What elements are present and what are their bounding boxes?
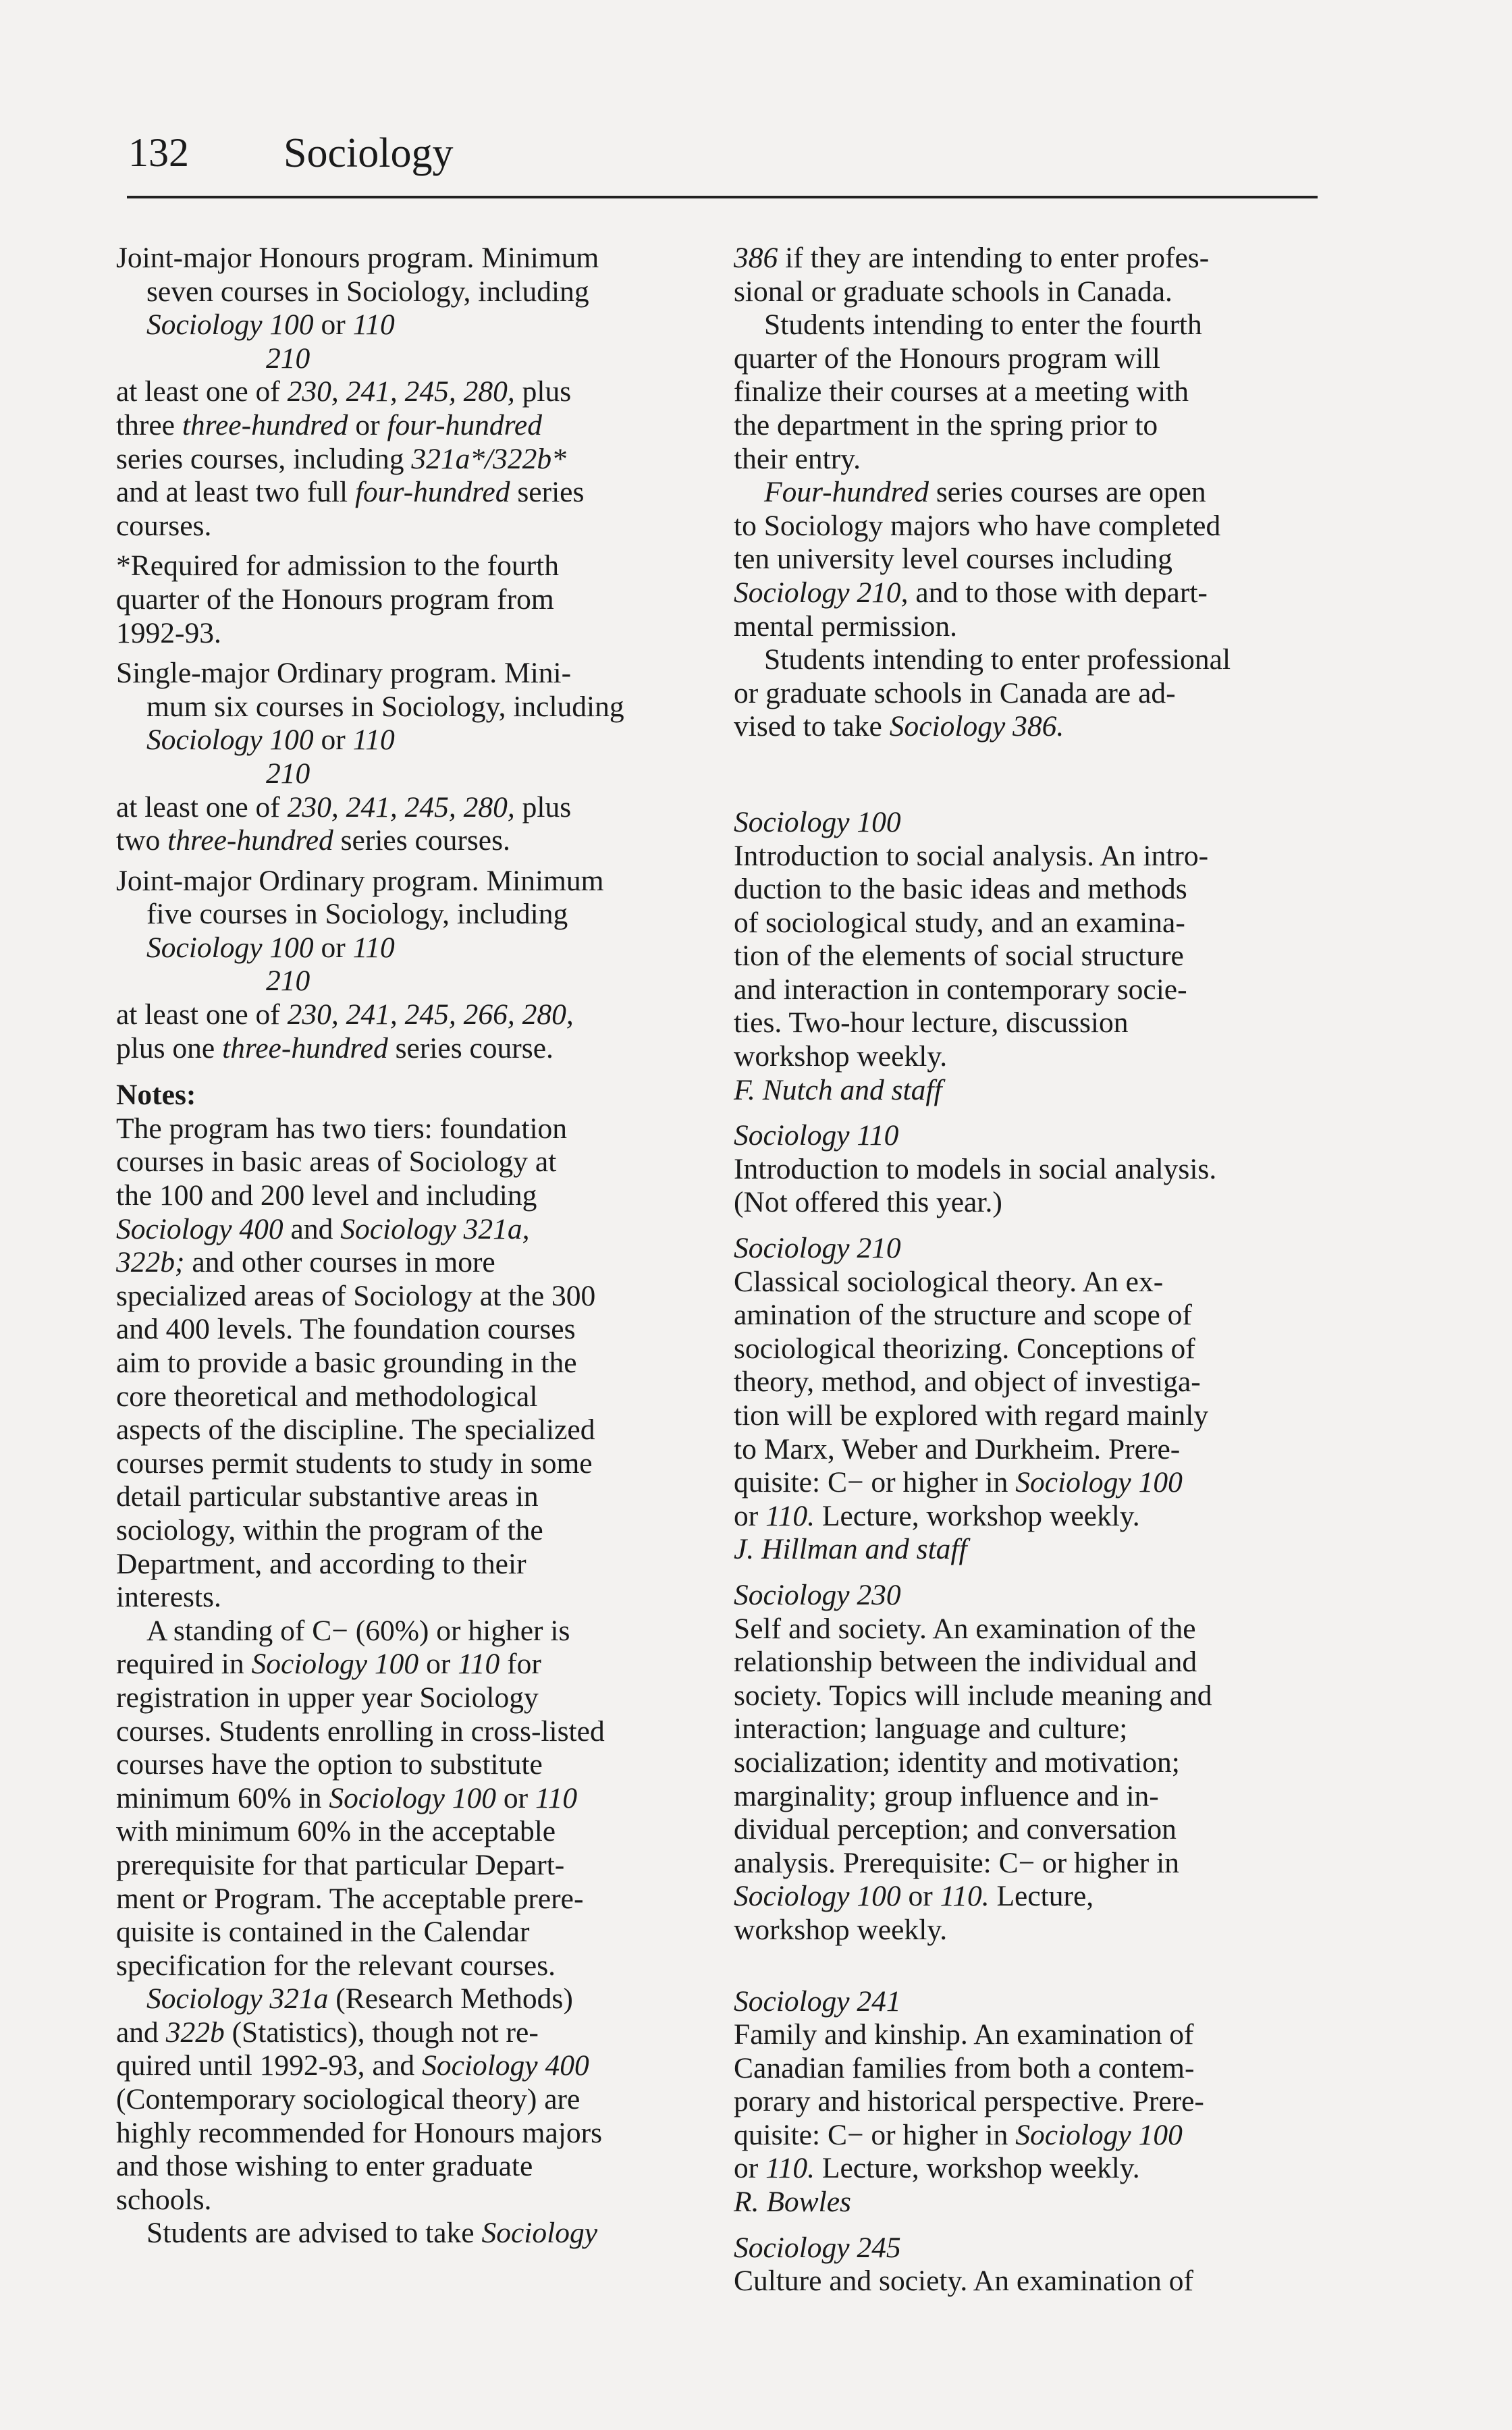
text-line: Family and kinship. An examination of xyxy=(734,2018,1194,2051)
text-line: theory, method, and object of investiga- xyxy=(734,1366,1201,1399)
text-line: workshop weekly. xyxy=(734,1913,948,1946)
text-line: sional or graduate schools in Canada. xyxy=(734,275,1172,308)
text-line: five courses in Sociology, including xyxy=(146,898,568,931)
text-line: quisite: C− or higher in Sociology 100 xyxy=(734,2118,1183,2151)
text-line: and 400 levels. The foundation courses xyxy=(116,1313,576,1346)
left-column xyxy=(116,242,686,2250)
text-line: mental permission. xyxy=(734,610,958,643)
course-instructor: R. Bowles xyxy=(734,2186,851,2219)
text-line: Department, and according to their xyxy=(116,1547,526,1580)
text-line: prerequisite for that particular Depart- xyxy=(116,1848,565,1881)
text-line: required in Sociology 100 or 110 for xyxy=(116,1648,541,1681)
text-line: at least one of 230, 241, 245, 280, plus xyxy=(116,375,572,408)
text-line: A standing of C− (60%) or higher is xyxy=(146,1614,570,1647)
text-line: finalize their courses at a meeting with xyxy=(734,375,1189,408)
text-line: vised to take Sociology 386. xyxy=(734,710,1064,743)
text-line: (Not offered this year.) xyxy=(734,1186,1002,1219)
course-title: Sociology 110 xyxy=(734,1119,899,1152)
course-title: Sociology 241 xyxy=(734,1985,901,2018)
footnote-line: *Required for admission to the fourth xyxy=(116,549,560,583)
text-line: courses in basic areas of Sociology at xyxy=(116,1145,557,1179)
text-line: of sociological study, and an examina- xyxy=(734,906,1185,939)
text-line: ties. Two-hour lecture, discussion xyxy=(734,1006,1129,1040)
text-line: Sociology 210, and to those with depart- xyxy=(734,576,1208,609)
joint-major-honours-block xyxy=(116,242,686,650)
course-title: Sociology 210 xyxy=(734,1232,901,1265)
course-entry xyxy=(734,1985,1314,2219)
single-requirement-lines xyxy=(116,791,686,858)
honours-requirement-lines xyxy=(116,375,686,543)
footnote-line: quarter of the Honours program from xyxy=(116,583,554,616)
text-line: Culture and society. An examination of xyxy=(734,2265,1193,2298)
text-line: core theoretical and methodological xyxy=(116,1380,538,1413)
text-line: Sociology 400 and Sociology 321a, xyxy=(116,1212,530,1245)
header-rule xyxy=(127,196,1318,198)
text-line: aspects of the discipline. The specialized xyxy=(116,1413,595,1447)
text-line: dividual perception; and conversation xyxy=(734,1813,1177,1846)
course-list xyxy=(734,744,1314,2311)
core-course-line: Sociology 100 or 110 xyxy=(146,724,395,757)
text-line: their entry. xyxy=(734,442,861,475)
core-course-210: 210 xyxy=(266,757,310,790)
text-line: amination of the structure and scope of xyxy=(734,1299,1192,1332)
text-line: two three-hundred series courses. xyxy=(116,824,510,857)
course-entry xyxy=(734,1232,1314,1567)
continued-paragraph xyxy=(734,242,1314,308)
text-line: Sociology 321a (Research Methods) xyxy=(146,1982,573,2016)
notes-paragraph-4 xyxy=(116,2217,686,2250)
text-line: plus one three-hundred series course. xyxy=(116,1031,554,1064)
text-line: or graduate schools in Canada are ad- xyxy=(734,676,1176,709)
core-course-line: Sociology 100 or 110 xyxy=(146,931,395,964)
text-line: Canadian families from both a contem- xyxy=(734,2051,1195,2084)
text-line: tion of the elements of social structure xyxy=(734,940,1184,973)
core-course-line: Sociology 100 or 110 xyxy=(146,308,395,342)
text-line: registration in upper year Sociology xyxy=(116,1681,539,1714)
course-title: Sociology 245 xyxy=(734,2231,901,2264)
text-line: courses. Students enrolling in cross-listed xyxy=(116,1714,605,1748)
text-line: Sociology 100 or 110. Lecture, xyxy=(734,1880,1094,1913)
text-line: and 322b (Statistics), though not re- xyxy=(116,2016,539,2049)
text-line: sociological theorizing. Conceptions of xyxy=(734,1332,1195,1365)
joint-major-ordinary-block xyxy=(116,865,686,1066)
footnote-line: 1992-93. xyxy=(116,616,221,649)
text-line: and at least two full four-hundred series xyxy=(116,476,585,509)
page-number: 132 xyxy=(128,130,189,175)
text-line: to Marx, Weber and Durkheim. Prere- xyxy=(734,1432,1181,1465)
text-line: with minimum 60% in the acceptable xyxy=(116,1815,556,1848)
text-line: seven courses in Sociology, including xyxy=(146,275,589,308)
course-title: Sociology 100 xyxy=(734,805,901,838)
text-line: interaction; language and culture; xyxy=(734,1712,1128,1746)
text-line: Joint-major Ordinary program. Minimum xyxy=(116,864,604,897)
text-line: quisite is contained in the Calendar xyxy=(116,1916,530,1949)
text-line: Introduction to social analysis. An intro- xyxy=(734,839,1209,872)
text-line: relationship between the individual and xyxy=(734,1646,1197,1679)
core-course-210: 210 xyxy=(266,965,310,998)
text-line: porary and historical perspective. Prere- xyxy=(734,2085,1204,2118)
fourth-quarter-paragraph xyxy=(734,308,1314,476)
right-column xyxy=(734,242,1314,2311)
text-line: courses have the option to substitute xyxy=(116,1748,543,1781)
joint-ordinary-requirement-lines xyxy=(116,998,686,1065)
text-line: mum six courses in Sociology, including xyxy=(146,690,624,723)
text-line: specification for the relevant courses. xyxy=(116,1949,556,1982)
text-line: Students intending to enter professional xyxy=(764,643,1231,676)
text-line: three three-hundred or four-hundred xyxy=(116,408,542,441)
text-line: quisite: C− or higher in Sociology 100 xyxy=(734,1466,1183,1499)
text-line: 322b; and other courses in more xyxy=(116,1246,495,1279)
text-line: ment or Program. The acceptable prere- xyxy=(116,1882,584,1915)
text-line: and interaction in contemporary socie- xyxy=(734,973,1187,1006)
text-line: the department in the spring prior to xyxy=(734,408,1158,441)
course-instructor: F. Nutch and staff xyxy=(734,1073,942,1106)
text-line: Self and society. An examination of the xyxy=(734,1612,1196,1645)
text-line: schools. xyxy=(116,2183,212,2216)
text-line: quired until 1992-93, and Sociology 400 xyxy=(116,2049,589,2082)
text-line: detail particular substantive areas in xyxy=(116,1480,539,1513)
text-line: Classical sociological theory. An ex- xyxy=(734,1265,1164,1298)
text-line: 386 if they are intending to enter profes- xyxy=(734,242,1210,274)
text-line: tion will be explored with regard mainly xyxy=(734,1399,1209,1432)
text-line: and those wishing to enter graduate xyxy=(116,2150,533,2183)
single-major-ordinary-block xyxy=(116,657,686,858)
text-line: minimum 60% in Sociology 100 or 110 xyxy=(116,1781,578,1814)
text-line: marginality; group influence and in- xyxy=(734,1779,1159,1812)
text-line: Students are advised to take Sociology xyxy=(146,2217,598,2250)
core-course-210: 210 xyxy=(266,342,310,375)
notes-paragraph-1 xyxy=(116,1112,686,1615)
text-line: Single-major Ordinary program. Mini- xyxy=(116,657,572,690)
text-line: workshop weekly. xyxy=(734,1040,948,1073)
text-line: Introduction to models in social analysis. xyxy=(734,1152,1217,1185)
professional-paragraph xyxy=(734,643,1314,744)
text-line: interests. xyxy=(116,1581,221,1614)
course-instructor: J. Hillman and staff xyxy=(734,1533,967,1566)
text-line: Four-hundred series courses are open xyxy=(764,476,1206,509)
text-line: analysis. Prerequisite: C− or higher in xyxy=(734,1846,1179,1879)
text-line: to Sociology majors who have completed xyxy=(734,509,1221,542)
text-line: the 100 and 200 level and including xyxy=(116,1179,537,1212)
text-line: society. Topics will include meaning and xyxy=(734,1679,1212,1712)
notes-paragraph-2 xyxy=(116,1615,686,1983)
text-line: quarter of the Honours program will xyxy=(734,342,1160,375)
course-entry xyxy=(734,806,1314,1107)
text-line: The program has two tiers: foundation xyxy=(116,1112,568,1145)
four-hundred-paragraph xyxy=(734,476,1314,643)
text-line: specialized areas of Sociology at the 300 xyxy=(116,1279,596,1312)
text-line: (Contemporary sociological theory) are xyxy=(116,2083,580,2116)
text-line: at least one of 230, 241, 245, 266, 280, xyxy=(116,998,574,1031)
course-title: Sociology 230 xyxy=(734,1578,901,1611)
notes-paragraph-3 xyxy=(116,1982,686,2217)
text-line: duction to the basic ideas and methods xyxy=(734,873,1187,906)
page-title: Sociology xyxy=(284,130,454,176)
text-line: ten university level courses including xyxy=(734,543,1172,576)
text-line: or 110. Lecture, workshop weekly. xyxy=(734,2152,1140,2185)
text-line: sociology, within the program of the xyxy=(116,1513,543,1546)
text-line: Students intending to enter the fourth xyxy=(764,308,1202,342)
text-line: series courses, including 321a*/322b* xyxy=(116,442,566,475)
course-entry xyxy=(734,2232,1314,2298)
text-line: aim to provide a basic grounding in the xyxy=(116,1347,577,1379)
text-line: Joint-major Honours program. Minimum xyxy=(116,242,599,274)
text-line: courses. xyxy=(116,509,212,542)
text-line: courses permit students to study in some xyxy=(116,1447,593,1480)
text-line: socialization; identity and motivation; xyxy=(734,1746,1180,1779)
text-line: or 110. Lecture, workshop weekly. xyxy=(734,1499,1140,1532)
text-line: at least one of 230, 241, 245, 280, plus xyxy=(116,790,572,824)
course-entry xyxy=(734,1119,1314,1220)
course-entry xyxy=(734,1579,1314,1947)
text-line: highly recommended for Honours majors xyxy=(116,2116,603,2149)
notes-heading: Notes: xyxy=(116,1079,196,1112)
